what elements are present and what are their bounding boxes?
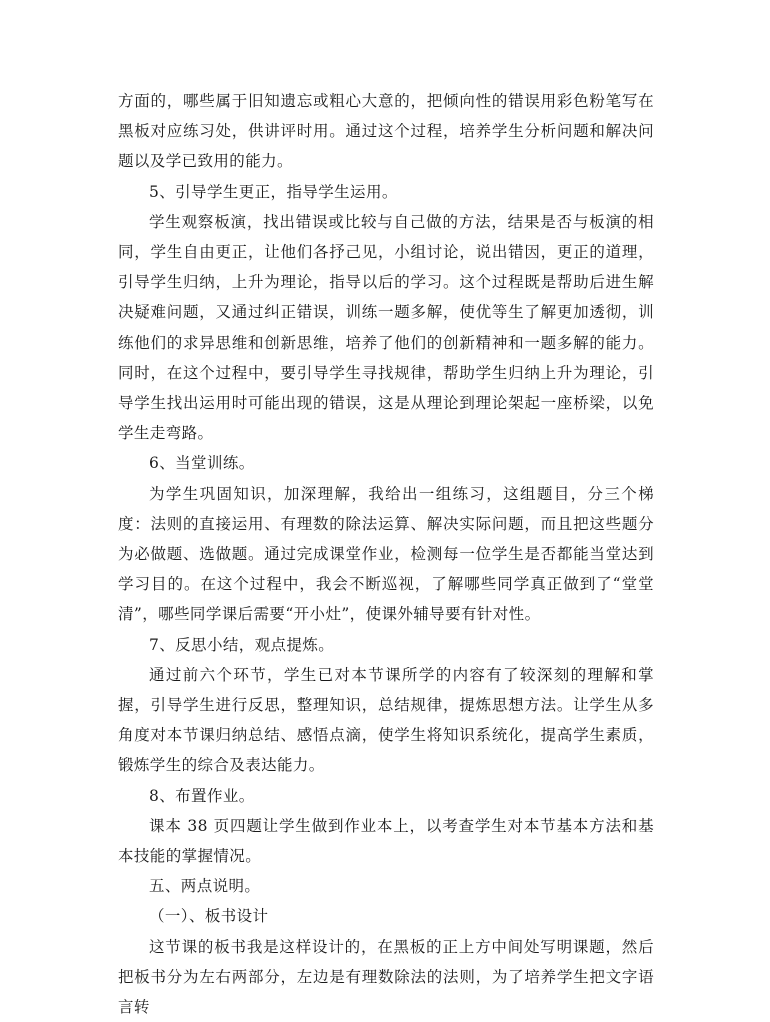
paragraph-homework: 课本 38 页四题让学生做到作业本上，以考查学生对本节基本方法和基本技能的掌握情况。 (118, 816, 654, 866)
paragraph-correction: 学生观察板演，找出错误或比较与自己做的方法，结果是否与板演的相同，学生自由更正，让他们各抒己见，小组讨论，说出错因，更正的道理，引导学生归纳，上升为理论，指导以后的学习。这个过程既是帮助后进生解决疑难问题，又通过纠正错误，训练一题多解，使优等生了解更加透彻，训练他们的求异思维和创新思维，培养了他们的创新精神和一题多解的能力。同时，在这个过程中，要引导学生寻找规律，帮助学生归纳上升为理论，引导学生找出运用时可能出现的错误，这是从理论到理论架起一座桥梁，以免学生走弯路。 (118, 212, 654, 443)
section-heading-five: 五、两点说明。 (149, 877, 261, 896)
section-heading-8: 8、布置作业。 (149, 786, 255, 805)
section-heading-5: 5、引导学生更正，指导学生运用。 (149, 182, 398, 201)
paragraph-training: 为学生巩固知识，加深理解，我给出一组练习，这组题目，分三个梯度：法则的直接运用、有理数的除法运算、解决实际问题，而且把这些题分为必做题、选做题。通过完成课堂作业，检测每一位学生是否都能当堂达到学习目的。在这个过程中，我会不断巡视，了解哪些同学真正做到了“堂堂清”，哪些同学课后需要“开小灶”，使课外辅导要有针对性。 (118, 484, 654, 624)
sub-heading-board-design: （一）、板书设计 (149, 907, 269, 926)
section-heading-6: 6、当堂训练。 (149, 454, 255, 473)
paragraph-board-design: 这节课的板书我是这样设计的，在黑板的正上方中间处写明课题，然后把板书分为左右两部分，左边是有理数除法的法则，为了培养学生把文字语言转 (118, 937, 654, 1017)
section-heading-7: 7、反思小结，观点提炼。 (149, 635, 335, 654)
paragraph-continued: 方面的，哪些属于旧知遗忘或粗心大意的，把倾向性的错误用彩色粉笔写在黑板对应练习处，供讲评时用。通过这个过程，培养学生分析问题和解决问题以及学已致用的能力。 (118, 92, 654, 171)
document-page (118, 86, 654, 1022)
paragraph-summary: 通过前六个环节，学生已对本节课所学的内容有了较深刻的理解和掌握，引导学生进行反思，整理知识，总结规律，提炼思想方法。让学生从多角度对本节课归纳总结、感悟点滴，使学生将知识系统化，提高学生素质，锻炼学生的综合及表达能力。 (118, 665, 654, 775)
